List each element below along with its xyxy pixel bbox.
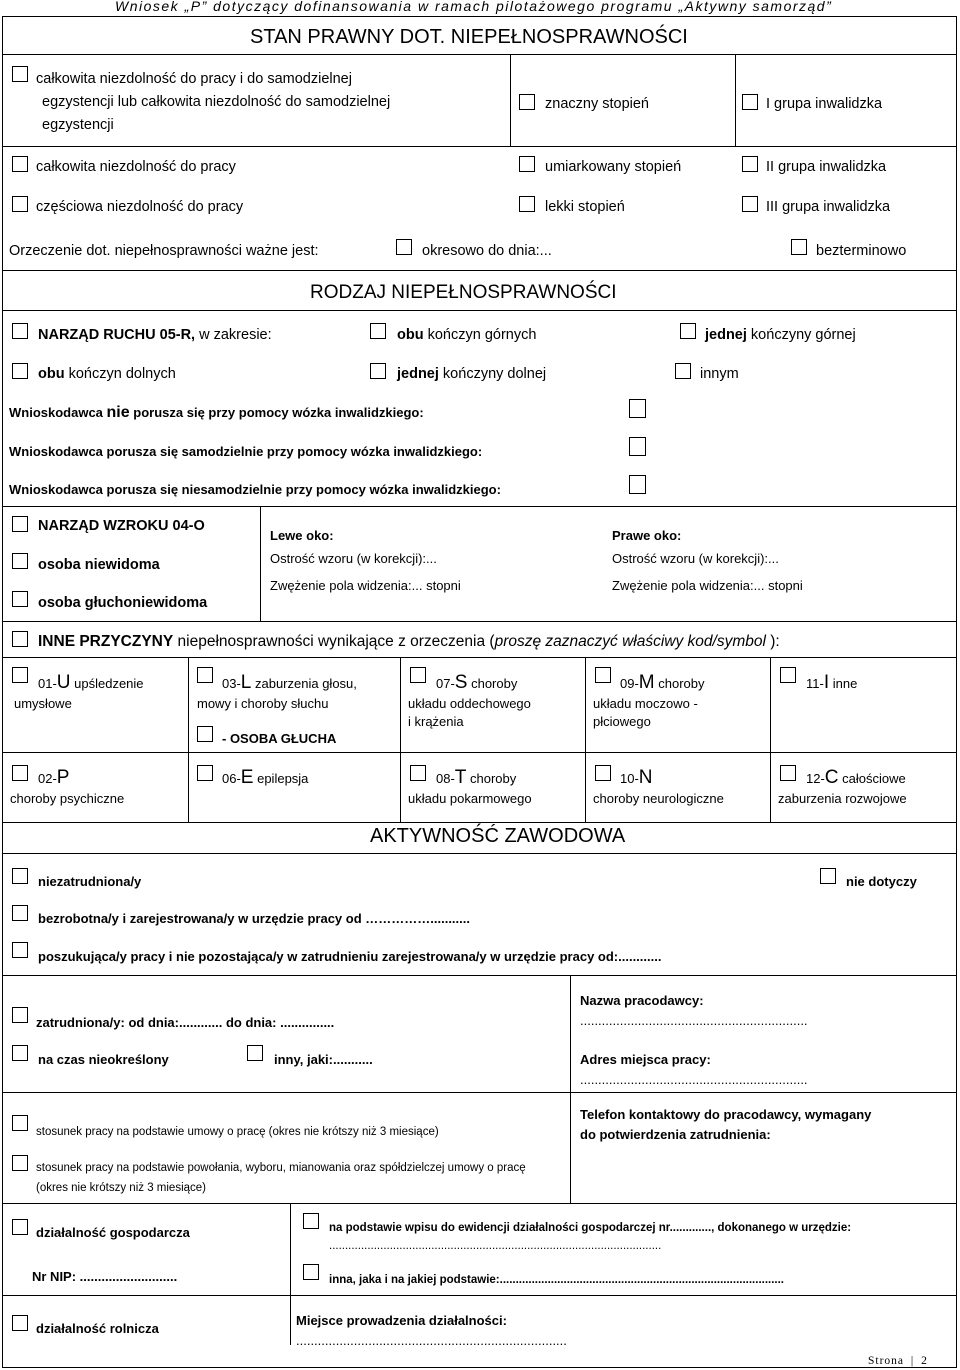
num: 08- — [436, 771, 455, 786]
page-footer: Strona | 2 — [868, 1355, 928, 1367]
label: II grupa inwalidzka — [766, 159, 887, 175]
code-01 — [38, 672, 144, 694]
label: układu pokarmowego — [408, 791, 532, 806]
divider — [400, 657, 401, 822]
phone-label-1: Telefon kontaktowy do pracodawcy, wymagany — [580, 1107, 872, 1122]
phone-label-2: do potwierdzenia zatrudnienia: — [580, 1127, 771, 1142]
checkbox-mild-degree[interactable] — [519, 196, 535, 212]
divider — [2, 853, 957, 854]
text: inne — [829, 676, 858, 691]
checkbox-other-basis[interactable] — [303, 1264, 319, 1280]
label: Zwężenie pola widzenia:... stopni — [270, 578, 461, 593]
label: niezatrudniona/y — [38, 874, 142, 889]
label: układu oddechowego — [408, 696, 531, 711]
label: stosunek pracy na podstawie umowy o pracę (okres nie krótszy niż 3 miesiące) — [36, 1126, 439, 1138]
checkbox-lower-one[interactable] — [370, 363, 386, 379]
checkbox-code-09[interactable] — [595, 667, 611, 683]
checkbox-total-incapacity-independent[interactable] — [12, 66, 28, 82]
checkbox-farming[interactable] — [12, 1315, 28, 1331]
label: innym — [700, 366, 739, 382]
checkbox-code-08[interactable] — [410, 765, 426, 781]
label: umysłowe — [14, 696, 72, 711]
label — [38, 366, 176, 382]
divider — [2, 822, 957, 823]
label: III grupa inwalidzka — [766, 199, 891, 215]
label: poszukująca/y pracy i nie pozostająca/y w zatrudnieniu zarejestrowana/y w urzędzie pracy od:............ — [38, 949, 662, 964]
wheelchair-1-label — [9, 404, 424, 422]
rest: kończyn dolnych — [64, 366, 176, 382]
divider — [2, 975, 957, 976]
checkbox-other-employment[interactable] — [247, 1045, 263, 1061]
label — [397, 366, 546, 382]
divider — [2, 1092, 957, 1093]
bold-word: obu — [38, 366, 65, 382]
divider — [585, 657, 586, 822]
label: osoba niewidoma — [38, 557, 160, 573]
motor-label: NARZĄD RUCHU 05-R, — [38, 327, 196, 343]
checkbox-significant-degree[interactable] — [519, 94, 535, 110]
nip-field[interactable]: Nr NIP: ........................... — [32, 1269, 178, 1284]
other-causes-label — [38, 633, 780, 651]
label: I grupa inwalidzka — [766, 96, 883, 112]
text: porusza się przy pomocy wózka inwalidzkiego: — [129, 405, 424, 420]
label: bezrobotna/y i zarejestrowana/y w urzędzie pracy od ……………........... — [38, 911, 470, 926]
validity-label: Orzeczenie dot. niepełnosprawności ważne jest: — [9, 243, 319, 259]
code-08 — [436, 767, 516, 789]
divider — [290, 1203, 291, 1295]
checkbox-contract-2[interactable] — [12, 1155, 28, 1171]
label: całkowita niezdolność do pracy i do samodzielnej — [36, 71, 352, 87]
code-07 — [436, 672, 517, 694]
checkbox-registry[interactable] — [303, 1213, 319, 1229]
text: choroby — [654, 676, 705, 691]
checkbox-indefinite-employment[interactable] — [12, 1045, 28, 1061]
label: całkowita niezdolność do pracy — [36, 159, 236, 175]
italic: proszę zaznaczyć właściwy kod/symbol — [494, 633, 766, 650]
checkbox-group-2[interactable] — [742, 156, 758, 172]
checkbox-partial-incapacity[interactable] — [12, 196, 28, 212]
num: 06- — [222, 771, 241, 786]
sym: T — [454, 767, 467, 788]
code-09 — [620, 672, 705, 694]
section-title-activity: AKTYWNOŚĆ ZAWODOWA — [370, 825, 626, 847]
rest: kończyny dolnej — [438, 366, 547, 382]
rest: kończyny górnej — [746, 327, 856, 343]
divider — [2, 146, 957, 147]
divider — [570, 975, 571, 1203]
label: osoba głuchoniewidoma — [38, 595, 208, 611]
checkbox-code-03[interactable] — [197, 667, 213, 683]
label: płciowego — [593, 714, 651, 729]
text: Wnioskodawca — [9, 405, 107, 420]
label: - OSOBA GŁUCHA — [222, 731, 337, 746]
label — [705, 327, 856, 343]
code-12 — [806, 767, 906, 789]
sym: M — [638, 672, 655, 693]
label: okresowo do dnia:... — [422, 243, 552, 259]
label: Ostrość wzoru (w korekcji):... — [612, 551, 779, 566]
num: 03- — [222, 676, 241, 691]
label: umiarkowany stopień — [545, 159, 682, 175]
label: ........................................................................................................ — [329, 1240, 662, 1252]
checkbox-wheelchair-2[interactable] — [629, 437, 646, 456]
divider — [2, 1295, 957, 1296]
label: układu moczowo - — [593, 696, 698, 711]
label: bezterminowo — [816, 243, 907, 259]
checkbox-wheelchair-3[interactable] — [629, 475, 646, 494]
checkbox-employed[interactable] — [12, 1007, 28, 1023]
checkbox-indefinite[interactable] — [791, 239, 807, 255]
bold-word: obu — [397, 327, 424, 343]
divider — [2, 506, 957, 507]
checkbox-deaf[interactable] — [197, 726, 213, 742]
code-02 — [38, 767, 69, 789]
checkbox-not-applicable[interactable] — [820, 868, 836, 884]
checkbox-code-01[interactable] — [12, 667, 28, 683]
label: inna, jaka i na jakiej podstawie:......................................................................................... — [329, 1274, 785, 1286]
running-header: Wniosek „P” dotyczący dofinansowania w ramach pilotażowego programu „Aktywny samorząd” — [115, 0, 833, 14]
divider — [2, 657, 957, 658]
checkbox-blind[interactable] — [12, 553, 28, 569]
checkbox-code-10[interactable] — [595, 765, 611, 781]
bold-word: jednej — [705, 327, 747, 343]
sym: S — [454, 672, 468, 693]
label: choroby neurologiczne — [593, 791, 724, 806]
divider — [2, 310, 957, 311]
wheelchair-3-label: Wnioskodawca porusza się niesamodzielnie przy pomocy wózka inwalidzkiego: — [9, 482, 501, 497]
sym: P — [56, 767, 70, 788]
divider — [2, 1203, 957, 1204]
checkbox-wheelchair-1[interactable] — [629, 399, 646, 418]
num: 01- — [38, 676, 57, 691]
checkbox-contract-1[interactable] — [12, 1115, 28, 1131]
code-11 — [806, 672, 857, 694]
code-10 — [620, 767, 653, 789]
checkbox-total-incapacity[interactable] — [12, 156, 28, 172]
bold-word: jednej — [397, 366, 439, 382]
label: inny, jaki:........... — [274, 1052, 373, 1067]
label: częściowa niezdolność do pracy — [36, 199, 244, 215]
sym: U — [56, 672, 71, 693]
checkbox-code-12[interactable] — [780, 765, 796, 781]
checkbox-vision[interactable] — [12, 516, 28, 532]
vision-label: NARZĄD WZROKU 04-O — [38, 518, 205, 534]
label: znaczny stopień — [545, 96, 649, 112]
checkbox-periodic[interactable] — [396, 239, 412, 255]
text: choroby — [467, 676, 518, 691]
page-label: Strona — [868, 1355, 905, 1367]
code-06 — [222, 767, 308, 789]
sym: N — [638, 767, 653, 788]
label — [38, 327, 272, 343]
divider — [188, 657, 189, 822]
place-field[interactable]: ........................................................................... — [296, 1333, 567, 1348]
checkbox-upper-both[interactable] — [370, 323, 386, 339]
checkbox-deafblind[interactable] — [12, 591, 28, 607]
bold: INNE PRZYCZYNY — [38, 633, 174, 650]
label: mowy i choroby słuchu — [197, 696, 329, 711]
label: na czas nieokreślony — [38, 1052, 169, 1067]
divider — [2, 54, 957, 55]
label: zaburzenia rozwojowe — [778, 791, 907, 806]
section-title-type: RODZAJ NIEPEŁNOSPRAWNOŚCI — [310, 282, 617, 303]
checkbox-business[interactable] — [12, 1219, 28, 1235]
divider — [735, 54, 736, 146]
checkbox-unemployed[interactable] — [12, 868, 28, 884]
checkbox-group-1[interactable] — [742, 94, 758, 110]
rest: kończyn górnych — [423, 327, 537, 343]
checkbox-group-3[interactable] — [742, 196, 758, 212]
checkbox-seeking[interactable] — [12, 942, 28, 958]
checkbox-code-07[interactable] — [410, 667, 426, 683]
label: działalność rolnicza — [36, 1321, 159, 1336]
checkbox-code-11[interactable] — [780, 667, 796, 683]
label: Ostrość wzoru (w korekcji):... — [270, 551, 437, 566]
employer-name-label: Nazwa pracodawcy: — [580, 993, 704, 1008]
checkbox-lower-both[interactable] — [12, 363, 28, 379]
checkbox-other-causes[interactable] — [12, 631, 28, 647]
divider — [2, 752, 957, 753]
divider — [2, 270, 957, 271]
left-eye-label: Lewe oko: — [270, 528, 334, 543]
num: 12- — [806, 771, 825, 786]
label: egzystencji — [42, 117, 114, 133]
employer-address-label: Adres miejsca pracy: — [580, 1052, 711, 1067]
divider — [510, 54, 511, 146]
sym: E — [240, 767, 254, 788]
label: (okres nie krótszy niż 3 miesiące) — [36, 1182, 206, 1194]
label: na podstawie wpisu do ewidencji działalności gospodarczej nr............., dokonanego w urzędzie: — [329, 1222, 852, 1234]
nie-word: nie — [106, 404, 130, 421]
label — [397, 327, 536, 343]
label: i krążenia — [408, 714, 464, 729]
code-03 — [222, 672, 357, 694]
sym: L — [240, 672, 252, 693]
checkbox-code-02[interactable] — [12, 765, 28, 781]
label: egzystencji lub całkowita niezdolność do samodzielnej — [42, 94, 391, 110]
label: działalność gospodarcza — [36, 1225, 190, 1240]
label: stosunek pracy na podstawie powołania, wyboru, mianowania oraz spółdzielczej umowy o pracę — [36, 1162, 526, 1174]
divider — [2, 621, 957, 622]
num: 11- — [806, 676, 824, 691]
employer-name-field[interactable]: ............................................................... — [580, 1013, 808, 1028]
divider — [290, 1295, 291, 1345]
text: niepełnosprawności wynikające z orzeczenia ( — [173, 633, 495, 650]
text: epilepsja — [253, 771, 309, 786]
employer-address-field[interactable]: ............................................................... — [580, 1072, 808, 1087]
label: lekki stopień — [545, 199, 625, 215]
text: zaburzenia głosu, — [251, 676, 357, 691]
right-eye-label: Prawe oko: — [612, 528, 682, 543]
label: zatrudniona/y: od dnia:............ do dnia: ............... — [36, 1015, 335, 1030]
checkbox-other-limb[interactable] — [675, 363, 691, 379]
sym: I — [823, 672, 830, 693]
divider — [770, 657, 771, 822]
place-label: Miejsce prowadzenia działalności: — [296, 1313, 507, 1328]
num: 02- — [38, 771, 57, 786]
page-number: 2 — [921, 1355, 928, 1367]
text: całościowe — [838, 771, 906, 786]
num: 07- — [436, 676, 455, 691]
sym: C — [824, 767, 839, 788]
divider — [260, 506, 261, 621]
label: choroby psychiczne — [10, 791, 125, 806]
num: 10- — [620, 771, 639, 786]
checkbox-upper-one[interactable] — [680, 323, 696, 339]
label: Zwężenie pola widzenia:... stopni — [612, 578, 803, 593]
checkbox-registered[interactable] — [12, 905, 28, 921]
num: 09- — [620, 676, 639, 691]
wheelchair-2-label: Wnioskodawca porusza się samodzielnie przy pomocy wózka inwalidzkiego: — [9, 444, 483, 459]
checkbox-motor[interactable] — [12, 323, 28, 339]
checkbox-code-06[interactable] — [197, 765, 213, 781]
section-title-status: STAN PRAWNY DOT. NIEPEŁNOSPRAWNOŚCI — [250, 26, 688, 48]
text: choroby — [466, 771, 517, 786]
checkbox-moderate-degree[interactable] — [519, 156, 535, 172]
text: ): — [765, 633, 780, 650]
label: nie dotyczy — [846, 874, 917, 889]
text: upśledzenie — [70, 676, 144, 691]
motor-scope: w zakresie: — [195, 327, 272, 343]
